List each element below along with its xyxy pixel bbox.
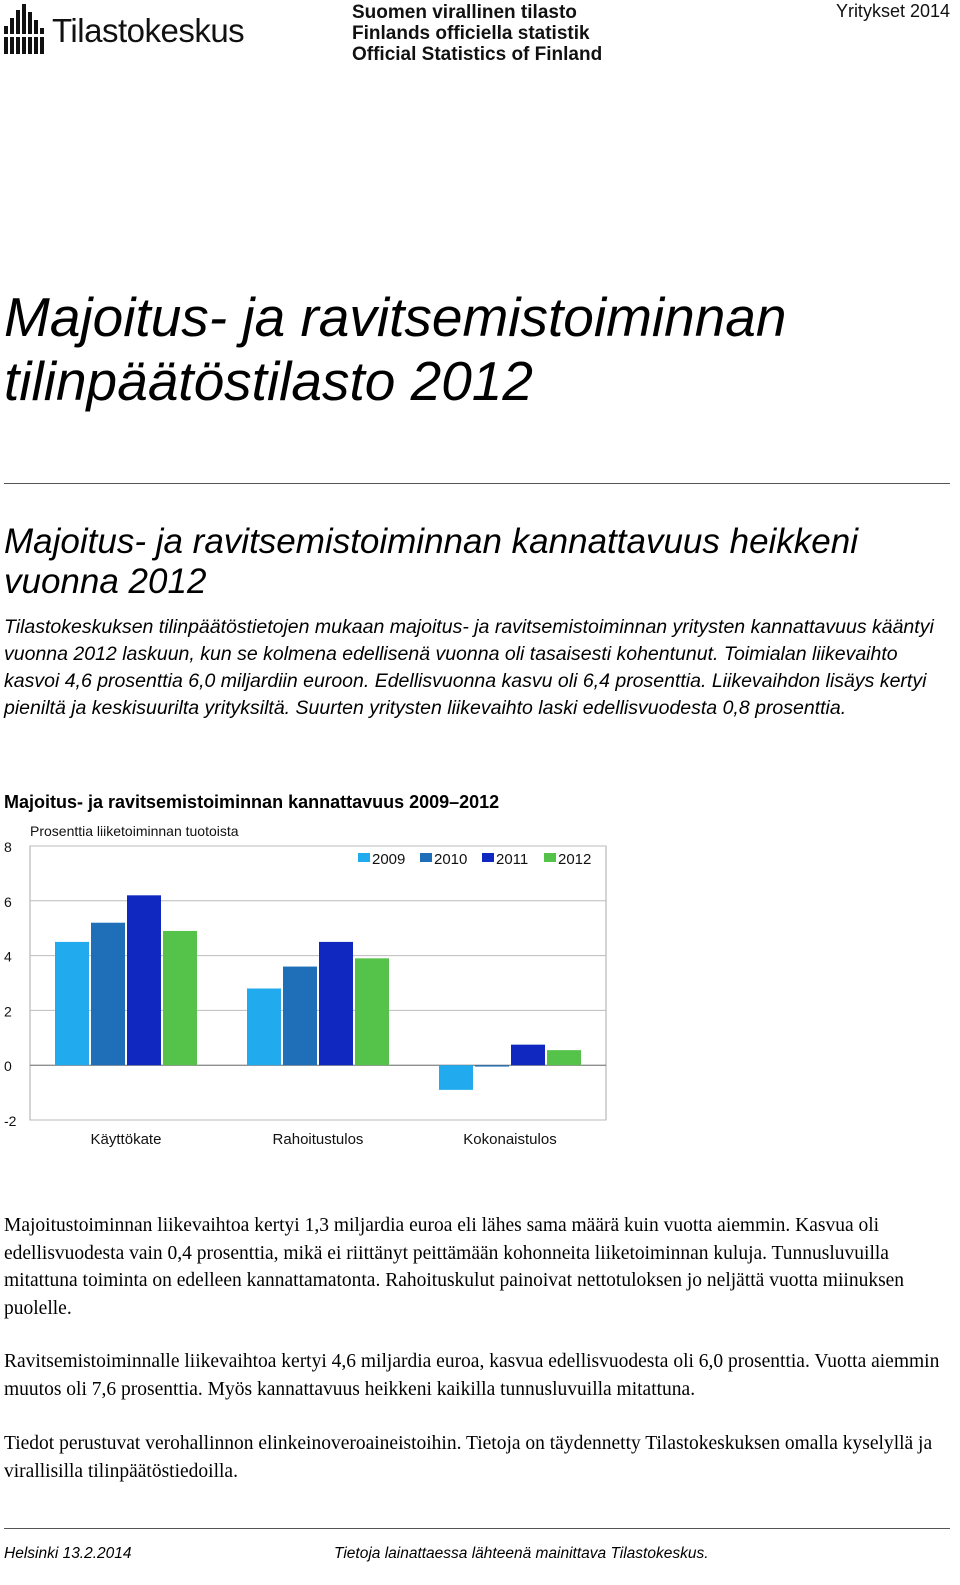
bar bbox=[319, 942, 353, 1065]
logo bbox=[4, 4, 245, 56]
footer-divider bbox=[4, 1528, 950, 1529]
legend-swatch bbox=[420, 853, 432, 862]
official-statistics-label bbox=[352, 2, 602, 65]
x-tick-label: Käyttökate bbox=[90, 1131, 162, 1148]
lead-title-line-2: vuonna 2012 bbox=[4, 562, 207, 601]
page-title-line-2: tilinpäätöstilasto 2012 bbox=[4, 350, 533, 412]
legend-label: 2009 bbox=[372, 851, 406, 868]
chart-heading: Majoitus- ja ravitsemistoiminnan kannattavuus 2009–2012 bbox=[4, 792, 500, 812]
official-line-sv: Finlands officiella statistik bbox=[352, 23, 590, 44]
x-tick-label: Kokonaistulos bbox=[463, 1131, 557, 1148]
title-divider bbox=[4, 483, 950, 484]
footer-citation: Tietoja lainattaessa lähteenä mainittava Tilastokeskus. bbox=[334, 1545, 709, 1562]
legend-label: 2011 bbox=[496, 851, 529, 868]
bar bbox=[475, 1065, 509, 1066]
y-tick-label: 4 bbox=[4, 948, 12, 965]
bar bbox=[247, 988, 281, 1065]
lead-text: Tilastokeskuksen tilinpäätöstietojen mukaan majoitus- ja ravitsemistoiminnan yritysten kannattavuus kääntyi vuonna 2012 laskuun, kun se kolmena edellisenä vuonna oli tasaisesti kohentunut. Toimialan liikevaihto kasvoi 4,6 prosenttia 6,0 miljardiin euroon. Edellisvuonna kasvu oli 6,4 prosenttia. Liikevaihdon lisäys kertyi pieniltä ja keskisuurilta yrityksiltä. Suurten yritysten liikevaihto laski edellisvuodesta 0,8 prosenttia. bbox=[4, 616, 934, 719]
logo-bars-icon bbox=[4, 4, 48, 56]
y-tick-label: 2 bbox=[4, 1003, 12, 1020]
legend-label: 2012 bbox=[558, 851, 592, 868]
bar-chart bbox=[0, 816, 620, 1161]
legend-swatch bbox=[544, 853, 556, 862]
official-line-fi: Suomen virallinen tilasto bbox=[352, 2, 577, 23]
x-tick-label: Rahoitustulos bbox=[272, 1131, 364, 1148]
y-tick-label: 0 bbox=[4, 1058, 12, 1075]
y-axis-label: Prosenttia liiketoiminnan tuotoista bbox=[30, 823, 239, 839]
body-paragraph-1: Majoitustoiminnan liikevaihtoa kertyi 1,3 miljardia euroa eli lähes sama määrä kuin vuotta aiemmin. Kasvua oli edellisvuodesta vain 0,4 prosenttia, mikä ei riittänyt peittämään kohonneita liiketoiminnan kuluja. Tunnusluvuilla mitattuna toiminta on edelleen kannattamatonta. Rahoituskulut painoivat nettotuloksen jo neljättä vuotta miinuksen puolelle. bbox=[4, 1215, 905, 1319]
y-tick-label: 6 bbox=[4, 893, 12, 910]
bar bbox=[127, 895, 161, 1065]
official-line-en: Official Statistics of Finland bbox=[352, 44, 603, 65]
bar bbox=[439, 1065, 473, 1090]
lead-title bbox=[4, 522, 944, 602]
legend-swatch bbox=[482, 853, 494, 862]
bar bbox=[163, 931, 197, 1065]
page-title-line-1: Majoitus- ja ravitsemistoiminnan bbox=[4, 286, 787, 348]
bar bbox=[283, 967, 317, 1066]
lead-title-line-1: Majoitus- ja ravitsemistoiminnan kannattavuus heikkeni bbox=[4, 522, 859, 561]
series-label: Yritykset 2014 bbox=[835, 1, 950, 21]
y-tick-label: -2 bbox=[4, 1113, 17, 1129]
bar bbox=[91, 923, 125, 1065]
legend-swatch bbox=[358, 853, 370, 862]
bar bbox=[511, 1045, 545, 1066]
bar bbox=[547, 1050, 581, 1065]
y-tick-label: 8 bbox=[4, 839, 12, 855]
bar bbox=[55, 942, 89, 1065]
footer-date: Helsinki 13.2.2014 bbox=[4, 1545, 132, 1562]
page-title bbox=[4, 285, 944, 413]
bar bbox=[355, 958, 389, 1065]
logo-wordmark: Tilastokeskus bbox=[52, 12, 245, 49]
body-paragraph-2: Ravitsemistoiminnalle liikevaihtoa kertyi 4,6 miljardia euroa, kasvua edellisvuodesta oli 6,0 prosenttia. Vuotta aiemmin muutos oli 7,6 prosenttia. Myös kannattavuus heikkeni kaikilla tunnusluvuilla mitattuna. bbox=[4, 1351, 940, 1400]
legend-label: 2010 bbox=[434, 851, 468, 868]
body-paragraph-3: Tiedot perustuvat verohallinnon elinkeinoveroaineistoihin. Tietoja on täydennetty Tilastokeskuksen omalla kyselyllä ja virallisilla tilinpäätöstiedoilla. bbox=[4, 1433, 933, 1482]
